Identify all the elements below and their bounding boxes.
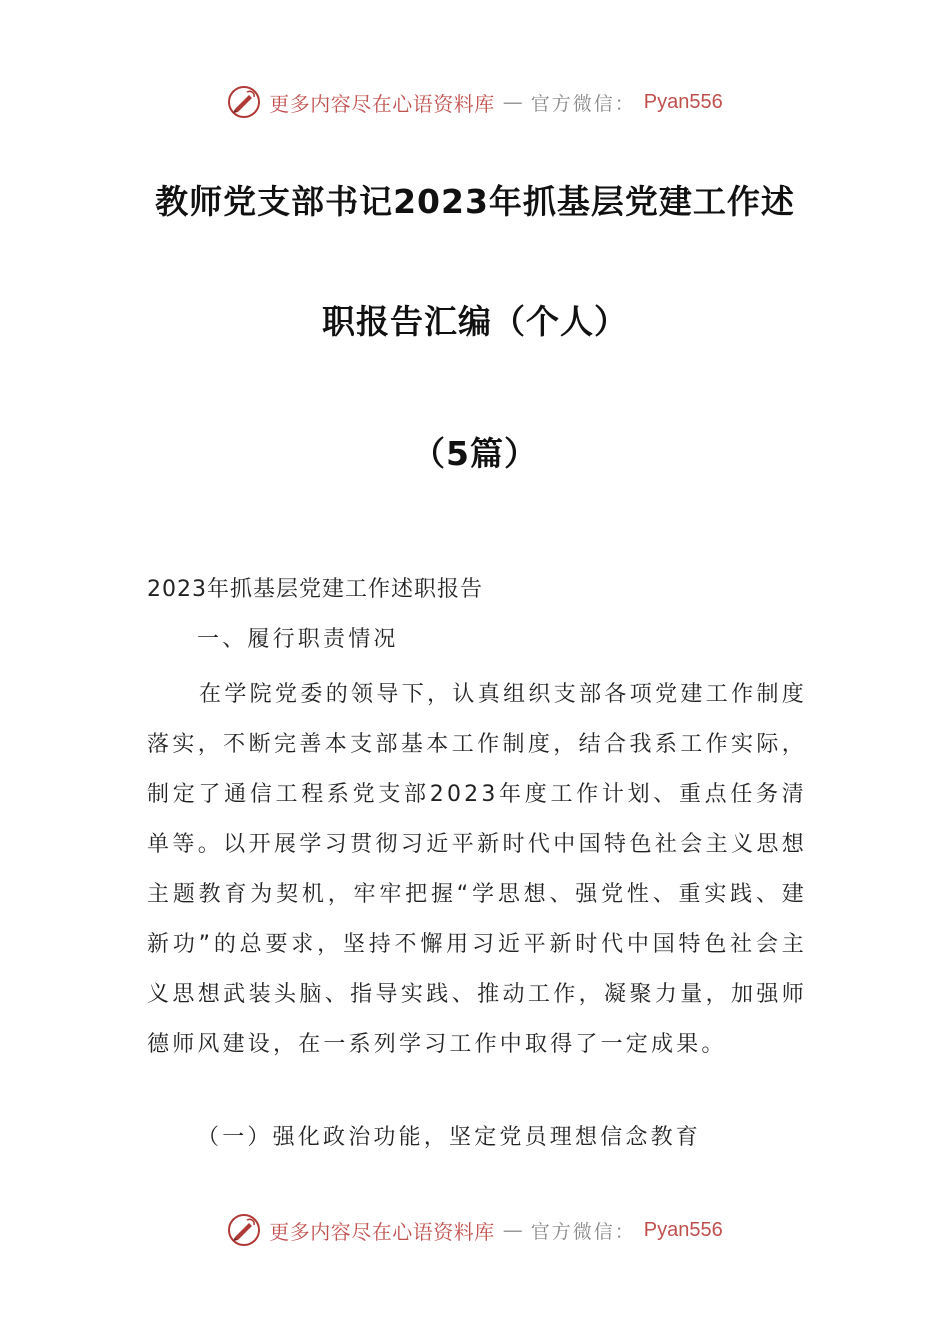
document-title-line-1: 教师党支部书记2023年抓基层党建工作述	[155, 182, 795, 221]
watermark-banner-bottom	[0, 1210, 950, 1250]
body-paragraph: 在学院党委的领导下，认真组织支部各项党建工作制度落实，不断完善本支部基本工作制度，结合我系工作实际，制定了通信工程系党支部2023年度工作计划、重点任务清单等。以开展学习贯彻习近平新时代中国特色社会主义思想主题教育为契机，牢牢把握“学思想、强党性、重实践、建新功”的总要求，坚持不懈用习近平新时代中国特色社会主义思想武装头脑、指导实践、推动工作，凝聚力量，加强师德师风建设，在一系列学习工作中取得了一定成果。	[147, 682, 807, 1057]
document-title-line-2: 职报告汇编（个人）	[322, 302, 628, 341]
watermark-wechat-id: Pyan556	[643, 1218, 723, 1241]
pen-logo-icon	[227, 85, 261, 119]
watermark-official-label: 官方微信：	[530, 92, 636, 115]
watermark-brand: 更多内容尽在心语资料库	[269, 91, 495, 116]
pen-logo-icon	[227, 1213, 261, 1247]
document-title-line-3: （5篇）	[412, 434, 538, 473]
report-subheading: 2023年抓基层党建工作述职报告	[147, 577, 483, 602]
watermark-official-label: 官方微信：	[530, 1220, 636, 1243]
watermark-brand: 更多内容尽在心语资料库	[269, 1219, 495, 1244]
watermark-banner-top	[0, 82, 950, 122]
subsection-heading: （一）强化政治功能，坚定党员理想信念教育	[197, 1125, 702, 1150]
section-heading: 一、履行职责情况	[197, 627, 399, 652]
watermark-dash: —	[502, 90, 523, 114]
watermark-wechat-id: Pyan556	[643, 90, 723, 113]
watermark-dash: —	[502, 1218, 523, 1242]
